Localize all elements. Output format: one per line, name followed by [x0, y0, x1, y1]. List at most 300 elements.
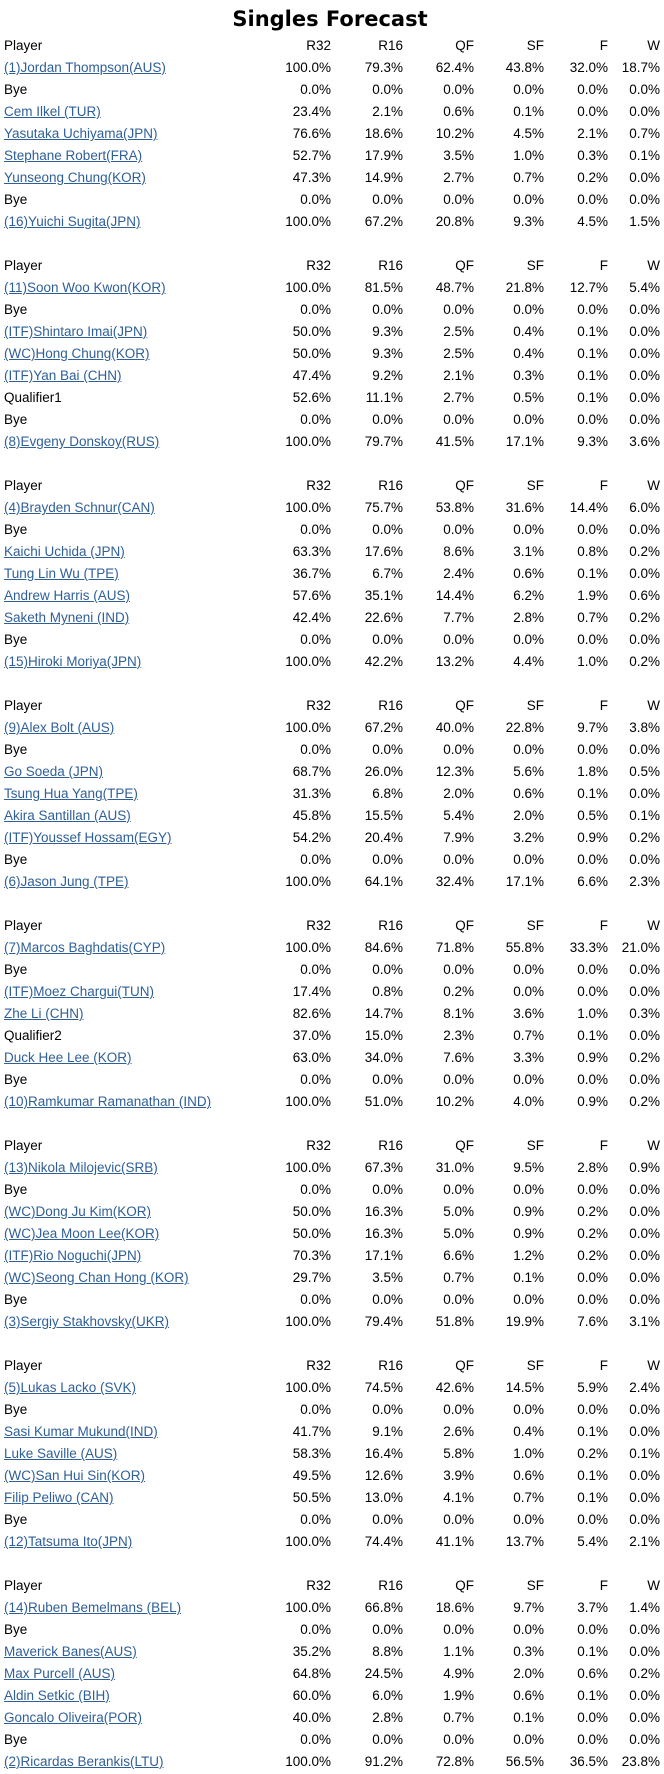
prob-qf: 0.7%	[443, 1710, 474, 1725]
player-link[interactable]: (ITF)Shintaro Imai(JPN)	[4, 324, 148, 339]
table-row	[0, 739, 660, 761]
header-f: F	[599, 478, 608, 493]
prob-w: 0.2%	[629, 1050, 660, 1065]
player-cell: Bye	[4, 192, 28, 207]
prob-r32: 0.0%	[300, 742, 331, 757]
prob-sf: 0.0%	[513, 1512, 544, 1527]
prob-w: 0.0%	[629, 82, 660, 97]
prob-qf: 5.4%	[443, 808, 474, 823]
table-row	[0, 761, 660, 783]
prob-r32: 36.7%	[292, 566, 331, 581]
prob-r16: 17.1%	[364, 1248, 403, 1263]
table-row	[0, 409, 660, 431]
prob-f: 0.0%	[577, 1710, 608, 1725]
prob-sf: 0.0%	[513, 522, 544, 537]
prob-r16: 9.3%	[372, 346, 403, 361]
prob-f: 2.1%	[577, 126, 608, 141]
section-spacer	[0, 893, 660, 915]
prob-qf: 2.5%	[443, 346, 474, 361]
table-row	[0, 1597, 660, 1619]
header-row	[0, 1355, 660, 1377]
table-row	[0, 1377, 660, 1399]
prob-r32: 60.0%	[292, 1688, 331, 1703]
prob-w: 0.0%	[629, 1710, 660, 1725]
prob-r32: 100.0%	[285, 500, 331, 515]
prob-qf: 4.1%	[443, 1490, 474, 1505]
player-cell	[0, 1223, 262, 1245]
player-link[interactable]: (12)Tatsuma Ito(JPN)	[4, 1534, 133, 1549]
prob-r32: 100.0%	[285, 654, 331, 669]
prob-f: 0.0%	[577, 104, 608, 119]
player-cell	[0, 1047, 262, 1069]
player-cell	[0, 1751, 262, 1773]
player-link[interactable]: Kaichi Uchida (JPN)	[4, 544, 125, 559]
prob-f: 2.8%	[577, 1160, 608, 1175]
player-cell: Bye	[4, 632, 28, 647]
prob-qf: 12.3%	[435, 764, 474, 779]
prob-w: 0.0%	[629, 984, 660, 999]
prob-w: 0.0%	[629, 1270, 660, 1285]
section-spacer	[0, 1113, 660, 1135]
player-link[interactable]: (7)Marcos Baghdatis(CYP)	[4, 940, 166, 955]
player-cell	[0, 1421, 262, 1443]
prob-w: 5.4%	[629, 280, 660, 295]
table-row	[0, 827, 660, 849]
player-link[interactable]: Duck Hee Lee (KOR)	[4, 1050, 132, 1065]
table-row	[0, 959, 660, 981]
prob-r16: 0.0%	[372, 412, 403, 427]
prob-sf: 0.3%	[513, 1644, 544, 1659]
prob-sf: 1.2%	[513, 1248, 544, 1263]
player-cell: Bye	[4, 82, 28, 97]
prob-r32: 29.7%	[292, 1270, 331, 1285]
player-link[interactable]: (9)Alex Bolt (AUS)	[4, 720, 115, 735]
prob-qf: 0.0%	[443, 1182, 474, 1197]
prob-r32: 58.3%	[292, 1446, 331, 1461]
prob-r32: 100.0%	[285, 1754, 331, 1769]
player-cell	[0, 1443, 262, 1465]
player-link[interactable]: (WC)Jea Moon Lee(KOR)	[4, 1226, 160, 1241]
prob-qf: 5.0%	[443, 1226, 474, 1241]
table-row	[0, 1025, 660, 1047]
player-link[interactable]: (13)Nikola Milojevic(SRB)	[4, 1160, 158, 1175]
prob-sf: 31.6%	[505, 500, 544, 515]
player-link[interactable]: (11)Soon Woo Kwon(KOR)	[4, 280, 166, 295]
prob-qf: 0.0%	[443, 1732, 474, 1747]
prob-qf: 0.0%	[443, 82, 474, 97]
player-cell	[0, 1663, 262, 1685]
prob-r32: 23.4%	[292, 104, 331, 119]
player-cell	[0, 1685, 262, 1707]
prob-qf: 8.6%	[443, 544, 474, 559]
prob-f: 0.3%	[577, 148, 608, 163]
prob-f: 0.0%	[577, 1072, 608, 1087]
prob-w: 0.0%	[629, 742, 660, 757]
prob-sf: 0.6%	[513, 1688, 544, 1703]
player-link[interactable]: (16)Yuichi Sugita(JPN)	[4, 214, 141, 229]
prob-f: 0.0%	[577, 1402, 608, 1417]
prob-sf: 9.3%	[513, 214, 544, 229]
prob-w: 3.6%	[629, 434, 660, 449]
header-player: Player	[4, 698, 43, 713]
player-link[interactable]: (ITF)Moez Chargui(TUN)	[4, 984, 155, 999]
player-link[interactable]: (1)Jordan Thompson(AUS)	[4, 60, 166, 75]
player-link[interactable]: Saketh Myneni (IND)	[4, 610, 130, 625]
player-link[interactable]: Andrew Harris (AUS)	[4, 588, 131, 603]
player-link[interactable]: Akira Santillan (AUS)	[4, 808, 131, 823]
prob-f: 3.7%	[577, 1600, 608, 1615]
player-cell	[0, 607, 262, 629]
prob-w: 0.0%	[629, 368, 660, 383]
prob-w: 0.0%	[629, 1072, 660, 1087]
prob-r16: 17.6%	[364, 544, 403, 559]
prob-r32: 0.0%	[300, 1512, 331, 1527]
header-f: F	[599, 918, 608, 933]
prob-w: 0.3%	[629, 1006, 660, 1021]
player-cell	[0, 1267, 262, 1289]
prob-r32: 54.2%	[292, 830, 331, 845]
player-link[interactable]: (4)Brayden Schnur(CAN)	[4, 500, 155, 515]
prob-sf: 3.3%	[513, 1050, 544, 1065]
prob-r16: 0.0%	[372, 82, 403, 97]
prob-r16: 67.3%	[364, 1160, 403, 1175]
prob-w: 0.0%	[629, 1490, 660, 1505]
prob-sf: 56.5%	[505, 1754, 544, 1769]
prob-qf: 0.0%	[443, 522, 474, 537]
player-cell	[0, 981, 262, 1003]
table-row	[0, 79, 660, 101]
prob-w: 0.0%	[629, 346, 660, 361]
prob-f: 36.5%	[569, 1754, 608, 1769]
prob-sf: 0.5%	[513, 390, 544, 405]
prob-w: 0.2%	[629, 830, 660, 845]
prob-r32: 0.0%	[300, 192, 331, 207]
player-cell	[0, 1377, 262, 1399]
player-cell: Bye	[4, 962, 28, 977]
player-cell	[0, 1311, 262, 1333]
player-link[interactable]: Maverick Banes(AUS)	[4, 1644, 137, 1659]
prob-r16: 0.0%	[372, 1512, 403, 1527]
player-link[interactable]: (WC)Dong Ju Kim(KOR)	[4, 1204, 152, 1219]
prob-sf: 0.0%	[513, 962, 544, 977]
prob-sf: 0.9%	[513, 1204, 544, 1219]
prob-r16: 0.0%	[372, 962, 403, 977]
prob-w: 1.5%	[629, 214, 660, 229]
prob-sf: 0.9%	[513, 1226, 544, 1241]
prob-r16: 13.0%	[364, 1490, 403, 1505]
prob-qf: 0.0%	[443, 192, 474, 207]
prob-r16: 0.0%	[372, 1292, 403, 1307]
prob-f: 0.6%	[577, 1666, 608, 1681]
prob-sf: 0.7%	[513, 1490, 544, 1505]
player-link[interactable]: Tung Lin Wu (TPE)	[4, 566, 119, 581]
prob-r32: 0.0%	[300, 1292, 331, 1307]
prob-qf: 2.5%	[443, 324, 474, 339]
prob-qf: 41.5%	[435, 434, 474, 449]
prob-r32: 50.0%	[292, 1226, 331, 1241]
header-r32: R32	[306, 1578, 331, 1593]
player-link[interactable]: (6)Jason Jung (TPE)	[4, 874, 129, 889]
player-cell	[0, 563, 262, 585]
prob-r32: 0.0%	[300, 852, 331, 867]
forecast-table	[0, 35, 660, 1773]
prob-f: 0.1%	[577, 1028, 608, 1043]
prob-f: 1.8%	[577, 764, 608, 779]
header-qf: QF	[455, 1138, 474, 1153]
player-link[interactable]: (10)Ramkumar Ramanathan (IND)	[4, 1094, 212, 1109]
header-player: Player	[4, 1578, 43, 1593]
header-r16: R16	[378, 1578, 403, 1593]
player-link[interactable]: (14)Ruben Bemelmans (BEL)	[4, 1600, 182, 1615]
player-cell	[0, 321, 262, 343]
prob-f: 0.0%	[577, 632, 608, 647]
spacer-cell	[0, 893, 660, 915]
prob-qf: 0.0%	[443, 632, 474, 647]
prob-qf: 10.2%	[435, 1094, 474, 1109]
prob-f: 0.0%	[577, 852, 608, 867]
prob-f: 1.9%	[577, 588, 608, 603]
player-link[interactable]: (15)Hiroki Moriya(JPN)	[4, 654, 142, 669]
prob-qf: 0.6%	[443, 104, 474, 119]
prob-w: 0.0%	[629, 170, 660, 185]
prob-sf: 0.4%	[513, 324, 544, 339]
prob-f: 0.0%	[577, 962, 608, 977]
header-player: Player	[4, 478, 43, 493]
prob-r16: 34.0%	[364, 1050, 403, 1065]
prob-qf: 0.0%	[443, 852, 474, 867]
prob-f: 0.0%	[577, 1622, 608, 1637]
prob-r16: 2.1%	[372, 104, 403, 119]
prob-qf: 71.8%	[435, 940, 474, 955]
player-cell	[0, 211, 262, 233]
table-row	[0, 431, 660, 453]
prob-f: 0.0%	[577, 192, 608, 207]
player-cell	[0, 343, 262, 365]
prob-sf: 0.7%	[513, 1028, 544, 1043]
header-qf: QF	[455, 918, 474, 933]
prob-r16: 22.6%	[364, 610, 403, 625]
table-row	[0, 211, 660, 233]
header-w: W	[647, 478, 660, 493]
player-link[interactable]: Luke Saville (AUS)	[4, 1446, 118, 1461]
player-cell	[0, 101, 262, 123]
player-link[interactable]: Yasutaka Uchiyama(JPN)	[4, 126, 158, 141]
header-row	[0, 255, 660, 277]
prob-r32: 0.0%	[300, 1622, 331, 1637]
prob-f: 0.0%	[577, 1292, 608, 1307]
prob-w: 0.1%	[629, 808, 660, 823]
player-link[interactable]: (8)Evgeny Donskoy(RUS)	[4, 434, 160, 449]
prob-r32: 0.0%	[300, 1072, 331, 1087]
prob-sf: 13.7%	[505, 1534, 544, 1549]
player-cell	[0, 651, 262, 673]
table-row	[0, 1465, 660, 1487]
prob-w: 0.0%	[629, 1468, 660, 1483]
prob-r32: 63.0%	[292, 1050, 331, 1065]
table-row	[0, 1399, 660, 1421]
prob-f: 0.1%	[577, 1644, 608, 1659]
header-f: F	[599, 1578, 608, 1593]
prob-r32: 0.0%	[300, 632, 331, 647]
player-cell: Bye	[4, 1072, 28, 1087]
prob-sf: 0.1%	[513, 104, 544, 119]
prob-f: 0.0%	[577, 412, 608, 427]
header-f: F	[599, 38, 608, 53]
spacer-cell	[0, 453, 660, 475]
prob-r16: 24.5%	[364, 1666, 403, 1681]
table-row	[0, 849, 660, 871]
prob-sf: 4.0%	[513, 1094, 544, 1109]
spacer-cell	[0, 1553, 660, 1575]
header-r32: R32	[306, 258, 331, 273]
player-cell	[0, 541, 262, 563]
table-row	[0, 387, 660, 409]
header-w: W	[647, 1358, 660, 1373]
prob-w: 0.0%	[629, 1226, 660, 1241]
player-link[interactable]: Aldin Setkic (BIH)	[4, 1688, 110, 1703]
prob-f: 12.7%	[569, 280, 608, 295]
prob-w: 6.0%	[629, 500, 660, 515]
page-title: Singles Forecast	[232, 7, 428, 31]
player-cell	[0, 1201, 262, 1223]
prob-w: 3.8%	[629, 720, 660, 735]
player-link[interactable]: Max Purcell (AUS)	[4, 1666, 116, 1681]
table-row	[0, 1443, 660, 1465]
header-qf: QF	[455, 698, 474, 713]
prob-r16: 8.8%	[372, 1644, 403, 1659]
header-sf: SF	[526, 258, 544, 273]
prob-sf: 2.8%	[513, 610, 544, 625]
prob-r32: 100.0%	[285, 214, 331, 229]
prob-r32: 64.8%	[292, 1666, 331, 1681]
header-sf: SF	[526, 478, 544, 493]
player-link[interactable]: Filip Peliwo (CAN)	[4, 1490, 114, 1505]
section-spacer	[0, 1553, 660, 1575]
prob-f: 9.3%	[577, 434, 608, 449]
prob-f: 0.9%	[577, 830, 608, 845]
prob-qf: 8.1%	[443, 1006, 474, 1021]
prob-sf: 9.5%	[513, 1160, 544, 1175]
player-link[interactable]: Tsung Hua Yang(TPE)	[4, 786, 138, 801]
player-link[interactable]: Zhe Li (CHN)	[4, 1006, 84, 1021]
header-qf: QF	[455, 258, 474, 273]
prob-r32: 41.7%	[292, 1424, 331, 1439]
prob-r16: 14.7%	[364, 1006, 403, 1021]
table-row	[0, 145, 660, 167]
header-w: W	[647, 38, 660, 53]
prob-w: 0.1%	[629, 148, 660, 163]
prob-sf: 0.0%	[513, 82, 544, 97]
prob-qf: 7.6%	[443, 1050, 474, 1065]
player-cell: Bye	[4, 852, 28, 867]
player-cell	[0, 1091, 262, 1113]
prob-w: 0.0%	[629, 412, 660, 427]
prob-r16: 79.7%	[364, 434, 403, 449]
player-link[interactable]: (WC)Seong Chan Hong (KOR)	[4, 1270, 189, 1285]
player-link[interactable]: (WC)San Hui Sin(KOR)	[4, 1468, 146, 1483]
player-link[interactable]: Yunseong Chung(KOR)	[4, 170, 146, 185]
prob-f: 0.8%	[577, 544, 608, 559]
player-link[interactable]: (2)Ricardas Berankis(LTU)	[4, 1754, 164, 1769]
prob-sf: 4.5%	[513, 126, 544, 141]
prob-r16: 79.3%	[364, 60, 403, 75]
prob-qf: 0.7%	[443, 1270, 474, 1285]
player-cell: Qualifier2	[4, 1028, 62, 1043]
prob-r16: 9.3%	[372, 324, 403, 339]
player-link[interactable]: (ITF)Rio Noguchi(JPN)	[4, 1248, 142, 1263]
player-link[interactable]: (ITF)Youssef Hossam(EGY)	[4, 830, 172, 845]
prob-sf: 0.3%	[513, 368, 544, 383]
player-link[interactable]: Stephane Robert(FRA)	[4, 148, 143, 163]
player-cell	[0, 57, 262, 79]
table-row	[0, 937, 660, 959]
prob-r16: 6.0%	[372, 1688, 403, 1703]
player-link[interactable]: (3)Sergiy Stakhovsky(UKR)	[4, 1314, 170, 1329]
player-link[interactable]: Go Soeda (JPN)	[4, 764, 104, 779]
player-link[interactable]: Cem Ilkel (TUR)	[4, 104, 101, 119]
prob-r16: 26.0%	[364, 764, 403, 779]
header-w: W	[647, 1138, 660, 1153]
prob-w: 2.4%	[629, 1380, 660, 1395]
prob-qf: 0.0%	[443, 1072, 474, 1087]
prob-sf: 0.4%	[513, 346, 544, 361]
prob-r32: 100.0%	[285, 1160, 331, 1175]
player-link[interactable]: (ITF)Yan Bai (CHN)	[4, 368, 122, 383]
prob-sf: 0.0%	[513, 1182, 544, 1197]
prob-r32: 31.3%	[292, 786, 331, 801]
player-link[interactable]: (5)Lukas Lacko (SVK)	[4, 1380, 137, 1395]
player-link[interactable]: Goncalo Oliveira(POR)	[4, 1710, 143, 1725]
prob-f: 0.0%	[577, 1512, 608, 1527]
prob-qf: 7.9%	[443, 830, 474, 845]
prob-sf: 21.8%	[505, 280, 544, 295]
prob-r16: 0.0%	[372, 522, 403, 537]
table-row	[0, 1245, 660, 1267]
prob-r32: 57.6%	[292, 588, 331, 603]
header-w: W	[647, 918, 660, 933]
player-cell	[0, 1157, 262, 1179]
header-sf: SF	[526, 918, 544, 933]
prob-sf: 6.2%	[513, 588, 544, 603]
player-cell	[0, 1531, 262, 1553]
prob-r32: 47.4%	[292, 368, 331, 383]
prob-f: 0.2%	[577, 1248, 608, 1263]
prob-r32: 0.0%	[300, 1182, 331, 1197]
prob-r16: 9.2%	[372, 368, 403, 383]
header-f: F	[599, 258, 608, 273]
prob-w: 0.0%	[629, 1644, 660, 1659]
player-cell	[0, 1003, 262, 1025]
player-cell	[0, 805, 262, 827]
player-link[interactable]: (WC)Hong Chung(KOR)	[4, 346, 150, 361]
header-sf: SF	[526, 1578, 544, 1593]
prob-qf: 5.0%	[443, 1204, 474, 1219]
prob-w: 0.7%	[629, 126, 660, 141]
player-cell	[0, 783, 262, 805]
player-cell: Bye	[4, 1622, 28, 1637]
prob-f: 0.0%	[577, 82, 608, 97]
prob-qf: 3.9%	[443, 1468, 474, 1483]
prob-sf: 0.0%	[513, 852, 544, 867]
prob-r16: 16.4%	[364, 1446, 403, 1461]
prob-qf: 6.6%	[443, 1248, 474, 1263]
prob-r16: 17.9%	[364, 148, 403, 163]
player-cell	[0, 277, 262, 299]
prob-r32: 49.5%	[292, 1468, 331, 1483]
prob-qf: 42.6%	[435, 1380, 474, 1395]
prob-qf: 4.9%	[443, 1666, 474, 1681]
player-link[interactable]: Sasi Kumar Mukund(IND)	[4, 1424, 158, 1439]
